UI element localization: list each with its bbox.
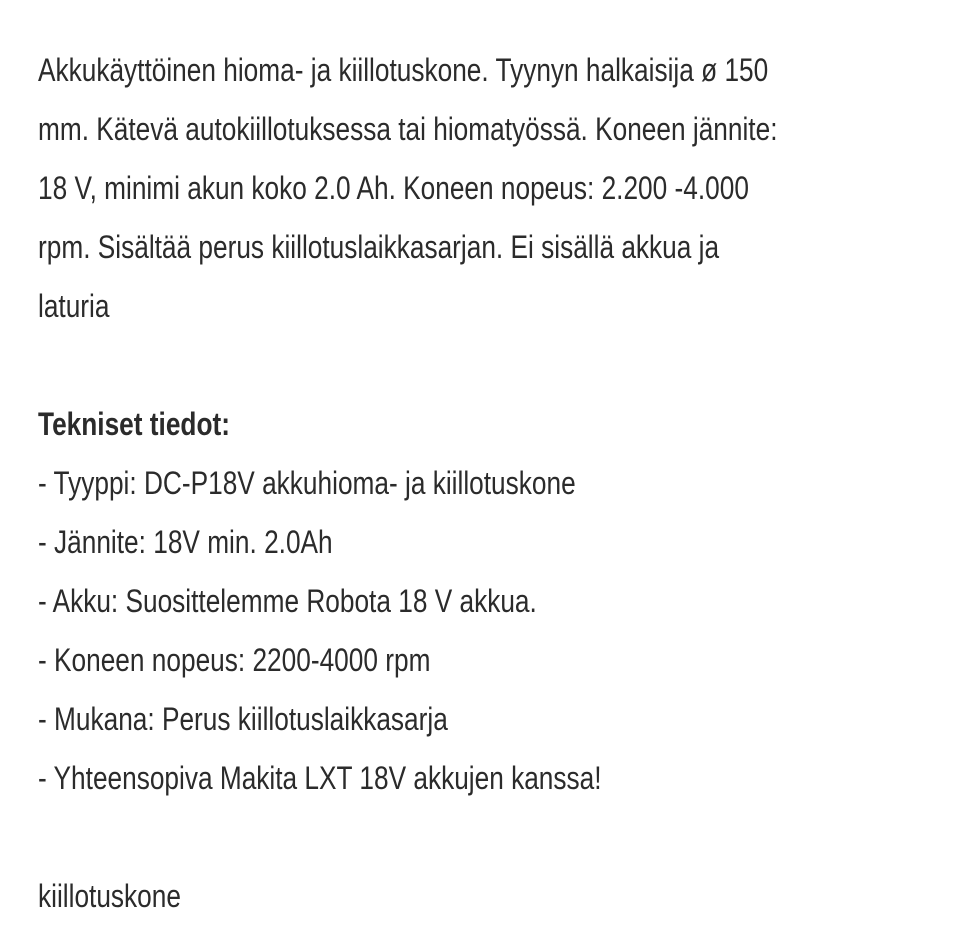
spec-item: - Akku: Suosittelemme Robota 18 V akkua. (38, 583, 537, 619)
product-tag: kiillotuskone (38, 878, 181, 914)
specs-section (38, 395, 940, 808)
description-line: laturia (38, 288, 110, 324)
product-description (38, 41, 940, 926)
description-line: Akkukäyttöinen hioma- ja kiillotuskone. Tyynyn halkaisija ø 150 (38, 52, 769, 88)
spec-item: - Yhteensopiva Makita LXT 18V akkujen kanssa! (38, 760, 602, 796)
description-paragraph (38, 41, 940, 336)
spec-item: - Mukana: Perus kiillotuslaikkasarja (38, 701, 448, 737)
specs-heading: Tekniset tiedot: (38, 406, 230, 442)
description-line: rpm. Sisältää perus kiillotuslaikkasarjan. Ei sisällä akkua ja (38, 229, 720, 265)
spec-item: - Jännite: 18V min. 2.0Ah (38, 524, 333, 560)
spec-item: - Tyyppi: DC-P18V akkuhioma- ja kiillotuskone (38, 465, 576, 501)
spec-item: - Koneen nopeus: 2200-4000 rpm (38, 642, 431, 678)
description-line: mm. Kätevä autokiillotuksessa tai hiomatyössä. Koneen jännite: (38, 111, 778, 147)
description-line: 18 V, minimi akun koko 2.0 Ah. Koneen nopeus: 2.200 -4.000 (38, 170, 749, 206)
